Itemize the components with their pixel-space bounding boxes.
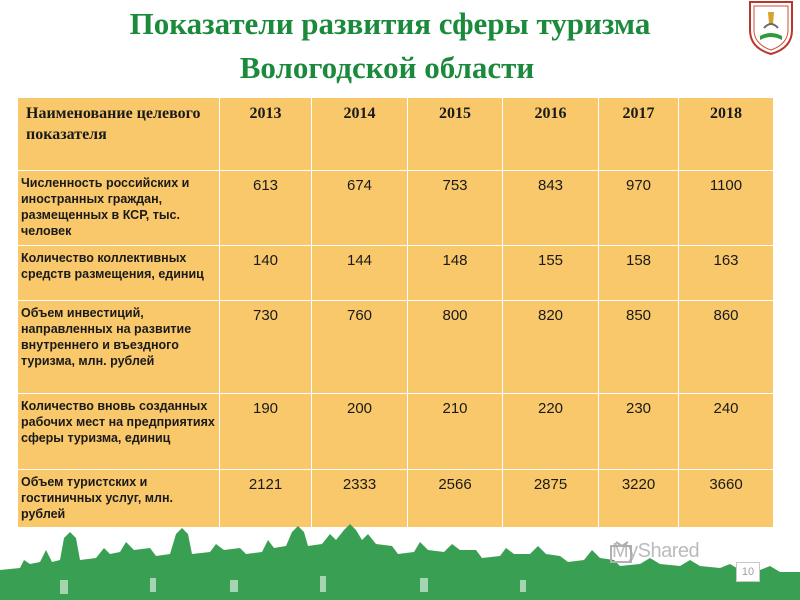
cell-value: 144 [312,246,408,301]
cell-value: 2333 [312,470,408,528]
row-label: Численность российских и иностранных граждан, размещенных в КСР, тыс. человек [18,171,220,246]
cell-value: 230 [599,394,679,470]
coat-of-arms-icon [746,0,796,56]
slide-title-line-1: Показатели развития сферы туризма [129,6,651,41]
cell-value: 140 [220,246,312,301]
header-year: 2016 [503,98,599,171]
cell-value: 200 [312,394,408,470]
cell-value: 240 [679,394,774,470]
table-row [18,171,774,246]
cell-value: 800 [408,301,503,394]
cell-value: 674 [312,171,408,246]
table-row [18,394,774,470]
cell-value: 1100 [679,171,774,246]
table-row [18,470,774,528]
cell-value: 860 [679,301,774,394]
cell-value: 158 [599,246,679,301]
cell-value: 2875 [503,470,599,528]
cell-value: 155 [503,246,599,301]
cell-value: 3220 [599,470,679,528]
cell-value: 163 [679,246,774,301]
header-year: 2013 [220,98,312,171]
cell-value: 210 [408,394,503,470]
row-label: Количество коллективных средств размещения, единиц [18,246,220,301]
cell-value: 730 [220,301,312,394]
cell-value: 220 [503,394,599,470]
header-year: 2017 [599,98,679,171]
table-row [18,301,774,394]
page-number: 10 [736,562,760,582]
header-year: 2015 [408,98,503,171]
table-row [18,246,774,301]
row-label: Количество вновь созданных рабочих мест на предприятиях сферы туризма, единиц [18,394,220,470]
slide-title [0,2,800,90]
header-year: 2014 [312,98,408,171]
cell-value: 2121 [220,470,312,528]
row-label: Объем туристских и гостиничных услуг, млн. рублей [18,470,220,528]
cell-value: 3660 [679,470,774,528]
cell-value: 850 [599,301,679,394]
cell-value: 820 [503,301,599,394]
watermark-text: MyShared [612,540,700,562]
header-indicator-name: Наименование целевого показателя [18,98,220,171]
cell-value: 970 [599,171,679,246]
header-year: 2018 [679,98,774,171]
cell-value: 613 [220,171,312,246]
row-label: Объем инвестиций, направленных на развитие внутреннего и въездного туризма, млн. рублей [18,301,220,394]
slide-title-line-2: Вологодской области [239,50,535,85]
cell-value: 843 [503,171,599,246]
cell-value: 148 [408,246,503,301]
cell-value: 190 [220,394,312,470]
cell-value: 753 [408,171,503,246]
cell-value: 2566 [408,470,503,528]
table-header-row [18,98,774,171]
indicators-table [17,97,774,528]
cell-value: 760 [312,301,408,394]
